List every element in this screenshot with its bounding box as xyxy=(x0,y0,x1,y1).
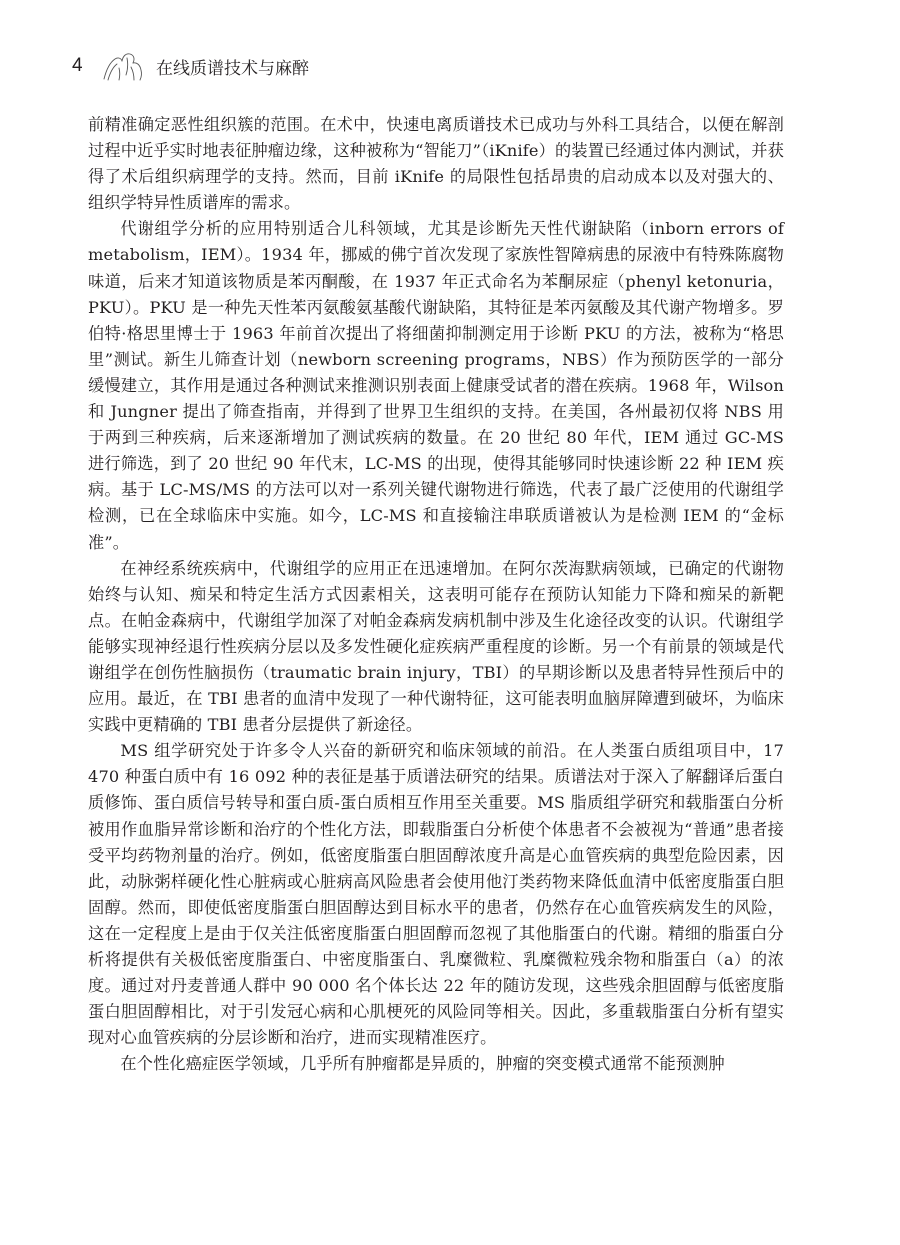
paragraph-5: 在个性化癌症医学领域，几乎所有肿瘤都是异质的，肿瘤的突变模式通常不能预测肿 xyxy=(120,1054,725,1074)
hand-drawn-figure-icon xyxy=(100,49,146,83)
paragraph-1: 前精准确定恶性组织簇的范围。在术中，快速电离质谱技术已成功与外科工具结合，以便在解剖过程中近乎实时地表征肿瘤边缘，这种被称为“智能刀”（iKnife）的装置已经通过体内测试，并获得了术后组织病理学的支持。然而，目前 iKnife 的局限性包括昂贵的启动成本以及对强大的、组织学特异性质谱库的需求。 xyxy=(88,115,784,213)
body-text xyxy=(88,112,784,1077)
page-header xyxy=(72,48,309,84)
book-title: 在线质谱技术与麻醉 xyxy=(156,58,309,79)
paragraph-3: 在神经系统疾病中，代谢组学的应用正在迅速增加。在阿尔茨海默病领域，已确定的代谢物始终与认知、痴呆和特定生活方式因素相关，这表明可能存在预防认知能力下降和痴呆的新靶点。在帕金森病中，代谢组学加深了对帕金森病发病机制中涉及生化途径改变的认识。代谢组学能够实现神经退行性疾病分层以及多发性硬化症疾病严重程度的诊断。另一个有前景的领域是代谢组学在创伤性脑损伤（traumatic brain injury，TBI）的早期诊断以及患者特异性预后中的应用。最近，在 TBI 患者的血清中发现了一种代谢特征，这可能表明血脑屏障遭到破坏，为临床实践中更精确的 TBI 患者分层提供了新途径。 xyxy=(88,558,784,735)
paragraph-2: 代谢组学分析的应用特别适合儿科领域，尤其是诊断先天性代谢缺陷（inborn errors of metabolism，IEM）。1934 年，挪威的佛宁首次发现了家族性智障病患的尿液中有特殊陈腐物味道，后来才知道该物质是苯丙酮酸，在 1937 年正式命名为苯酮尿症（phenyl ketonuria，PKU）。PKU 是一种先天性苯丙氨酸氨基酸代谢缺陷，其特征是苯丙氨酸及其代谢产物增多。罗伯特·格思里博士于 1963 年前首次提出了将细菌抑制测定用于诊断 PKU 的方法，被称为“格思里”测试。新生儿筛查计划（newborn screening programs，NBS）作为预防医学的一部分缓慢建立，其作用是通过各种测试来推测识别表面上健康受试者的潜在疾病。1968 年，Wilson 和 Jungner 提出了筛查指南，并得到了世界卫生组织的支持。在美国，各州最初仅将 NBS 用于两到三种疾病，后来逐渐增加了测试疾病的数量。在 20 世纪 80 年代，IEM 通过 GC-MS 进行筛选，到了 20 世纪 90 年代末，LC-MS 的出现，使得其能够同时快速诊断 22 种 IEM 疾病。基于 LC-MS/MS 的方法可以对一系列关键代谢物进行筛选，代表了最广泛使用的代谢组学检测，已在全球临床中实施。如今，LC-MS 和直接输注串联质谱被认为是检测 IEM 的“金标准”。 xyxy=(88,219,784,552)
paragraph-4: MS 组学研究处于许多令人兴奋的新研究和临床领域的前沿。在人类蛋白质组项目中，17 470 种蛋白质中有 16 092 种的表征是基于质谱法研究的结果。质谱法对于深入了解翻译后蛋白质修饰、蛋白质信号转导和蛋白质-蛋白质相互作用至关重要。MS 脂质组学研究和载脂蛋白分析被用作血脂异常诊断和治疗的个性化方法，即载脂蛋白分析使个体患者不会被视为“普通”患者接受平均药物剂量的治疗。例如，低密度脂蛋白胆固醇浓度升高是心血管疾病的典型危险因素，因此，动脉粥样硬化性心脏病或心脏病高风险患者会使用他汀类药物来降低血清中低密度脂蛋白胆固醇。然而，即使低密度脂蛋白胆固醇达到目标水平的患者，仍然存在心血管疾病发生的风险，这在一定程度上是由于仅关注低密度脂蛋白胆固醇而忽视了其他脂蛋白的代谢。精细的脂蛋白分析将提供有关极低密度脂蛋白、中密度脂蛋白、乳糜微粒、乳糜微粒残余物和脂蛋白（a）的浓度。通过对丹麦普通人群中 90 000 名个体长达 22 年的随访发现，这些残余胆固醇与低密度脂蛋白胆固醇相比，对于引发冠心病和心肌梗死的风险同等相关。因此，多重载脂蛋白分析有望实现对心血管疾病的分层诊断和治疗，进而实现精准医疗。 xyxy=(88,741,784,1048)
page-number: 4 xyxy=(72,55,83,76)
